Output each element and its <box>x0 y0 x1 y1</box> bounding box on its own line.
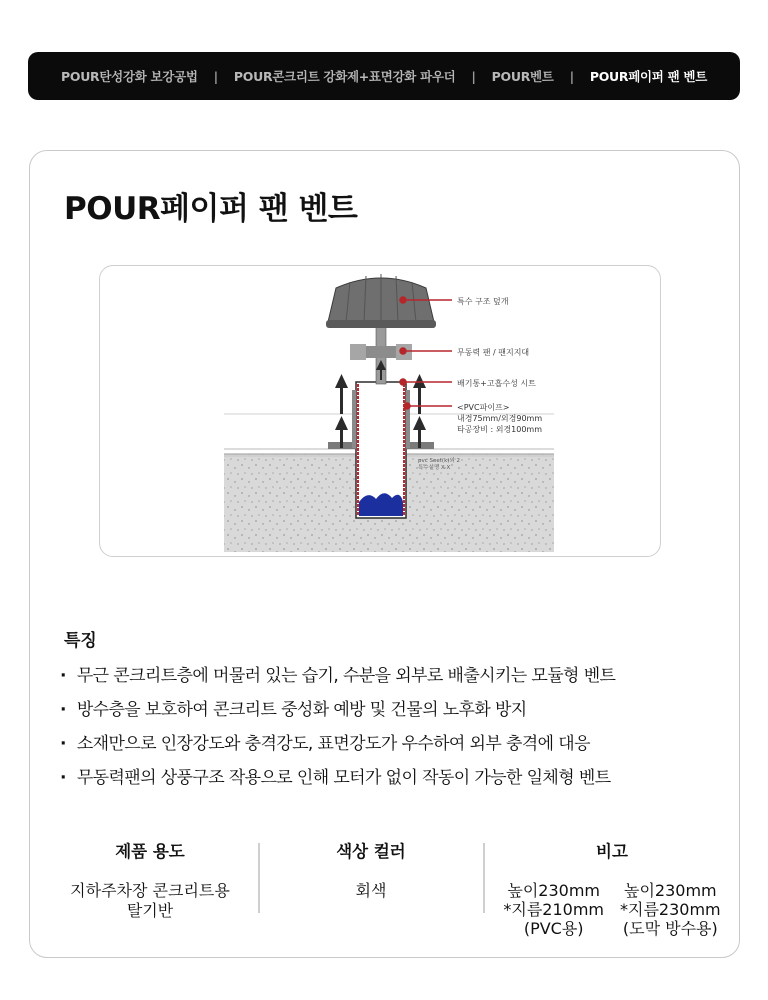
spec-usage-line2: 탈기반 <box>126 901 174 920</box>
feature-text: 무근 콘크리트층에 머물러 있는 습기, 수분을 외부로 배출시키는 모듈형 벤트 <box>76 666 616 686</box>
label-pvc-dims: 내경75mm/외경90mm <box>457 414 543 423</box>
feature-item <box>60 693 615 727</box>
label-cap: 특수 구조 덮개 <box>457 297 509 306</box>
features-list <box>60 659 615 795</box>
note-height: 높이230mm <box>624 881 717 900</box>
feature-item <box>60 727 615 761</box>
bullet: · <box>60 768 66 788</box>
spec-color-header: 색상 컬러 <box>336 842 406 861</box>
nav-separator: | <box>213 68 218 84</box>
nav-separator: | <box>471 68 476 84</box>
note-diameter: *지름210mm <box>503 900 604 919</box>
spec-usage-line1: 지하주차장 콘크리트용 <box>70 881 230 900</box>
feature-text: 무동력팬의 상풍구조 작용으로 인해 모터가 없이 작동이 가능한 일체형 벤트 <box>76 768 611 788</box>
features-heading: 특징 <box>64 631 97 651</box>
note-diameter: *지름230mm <box>620 900 721 919</box>
note-type: (도막 방수용) <box>622 919 718 938</box>
spec-usage <box>40 839 260 921</box>
spec-note-pvc <box>503 881 604 938</box>
product-diagram <box>99 265 661 557</box>
product-card <box>29 150 740 958</box>
label-bore: 타공장비 : 외경100mm <box>457 425 543 434</box>
note-type: (PVC용) <box>523 919 584 938</box>
bullet: · <box>60 666 66 686</box>
water-pool <box>359 493 403 516</box>
spec-notes-values <box>484 881 740 938</box>
label-pipe: 배기통+고흡수성 시트 <box>457 379 536 388</box>
label-sheet-small-2: 특수설명 X X <box>418 465 451 471</box>
nav-separator: | <box>569 68 574 84</box>
spec-usage-value <box>40 881 260 921</box>
nav-item-paper-fan-vent[interactable]: POUR페이퍼 팬 벤트 <box>589 69 707 84</box>
spec-notes-header: 비고 <box>596 842 628 861</box>
note-height: 높이230mm <box>507 881 600 900</box>
bullet: · <box>60 700 66 720</box>
page-title: POUR페이퍼 팬 벤트 <box>64 191 358 227</box>
vent-cross-section-illustration <box>100 266 661 557</box>
spec-color <box>260 839 482 901</box>
label-fan: 무동력 팬 / 팬지지대 <box>457 348 530 357</box>
spec-color-value: 회색 <box>355 881 387 900</box>
feature-text: 방수층을 보호하여 콘크리트 중성화 예방 및 건물의 노후화 방지 <box>76 700 527 720</box>
top-nav <box>28 52 740 100</box>
spec-usage-header: 제품 용도 <box>115 842 185 861</box>
bullet: · <box>60 734 66 754</box>
nav-item-pour-vent[interactable]: POUR벤트 <box>491 69 554 84</box>
nav-item-concrete-hardener[interactable]: POUR콘크리트 강화제+표면강화 파우더 <box>233 69 456 84</box>
feature-item <box>60 659 615 693</box>
feature-text: 소재만으로 인장강도와 충격강도, 표면강도가 우수하여 외부 충격에 대응 <box>76 734 590 754</box>
spec-notes <box>484 839 740 938</box>
feature-item <box>60 761 615 795</box>
nav-item-elastic-reinforcement[interactable]: POUR탄성강화 보강공법 <box>61 69 198 84</box>
spec-note-membrane <box>620 881 721 938</box>
label-pvc-title: <PVC파이프> <box>457 403 510 412</box>
label-sheet-small: pvc Seet(k)외 2 <box>418 458 460 464</box>
